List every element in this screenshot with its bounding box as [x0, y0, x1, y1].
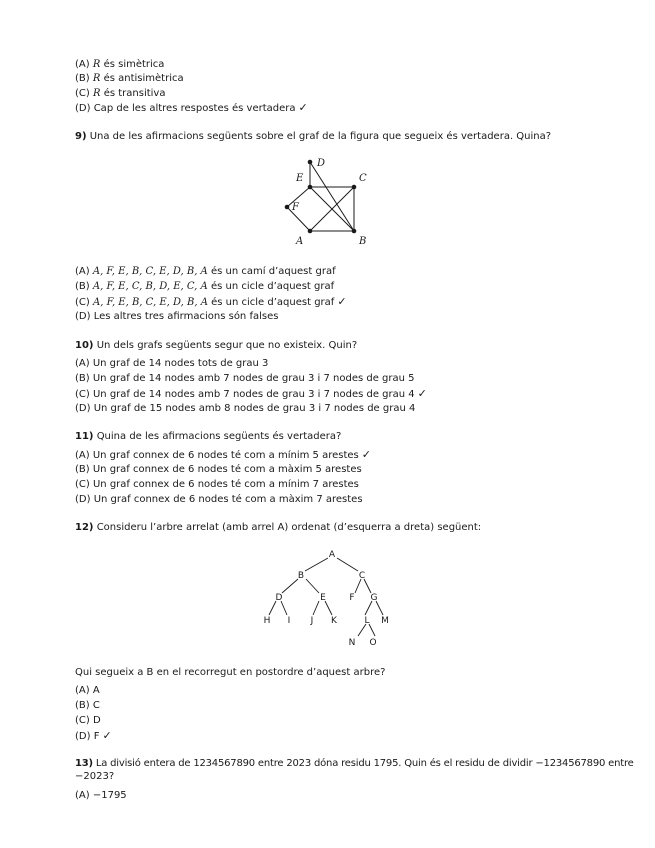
q11-option-d: (D) Un graf connex de 6 nodes té com a màxim 7 arestes [75, 494, 363, 505]
q10-question: 10) Un dels grafs següents segur que no existeix. Quin? [75, 340, 358, 351]
tree-node-a: A [328, 550, 336, 560]
q9-option-a: (A) A, F, E, B, C, E, D, B, A és un camí d’aquest graf [75, 266, 336, 277]
tree-node-n: N [348, 638, 356, 648]
q10-option-b: (B) Un graf de 14 nodes amb 7 nodes de grau 3 i 7 nodes de grau 5 [75, 373, 415, 384]
tree-node-i: I [287, 616, 291, 626]
graph-label-f: F [292, 202, 299, 213]
q13-option-a: (A) −1795 [75, 790, 127, 801]
q9-question: 9) Una de les afirmacions següents sobre el graf de la figura que segueix és vertadera. Quina? [75, 131, 552, 142]
q11-option-b: (B) Un graf connex de 6 nodes té com a màxim 5 arestes [75, 464, 362, 475]
tree-node-c: C [358, 571, 366, 581]
check-mark-icon: ✓ [337, 295, 347, 308]
check-mark-icon: ✓ [298, 101, 308, 114]
q10-option-c: (C) Un graf de 14 nodes amb 7 nodes de grau 3 i 7 nodes de grau 4 ✓ [75, 387, 427, 400]
tree-node-k: K [331, 616, 337, 626]
q8-option-b: (B) R és antisimètrica [75, 73, 184, 84]
tree-node-h: H [263, 616, 271, 626]
check-mark-icon: ✓ [102, 729, 112, 742]
q13-question-cont: −2023? [75, 771, 115, 782]
graph-label-e: E [296, 173, 304, 184]
q11-option-c: (C) Un graf connex de 6 nodes té com a mínim 7 arestes [75, 479, 359, 490]
q9-option-d: (D) Les altres tres afirmacions són falses [75, 311, 279, 322]
graph-label-d: D [317, 158, 326, 169]
q12-option-b: (B) C [75, 700, 100, 711]
tree-node-o: O [369, 638, 377, 648]
q9-graph-figure [275, 150, 385, 250]
tree-node-d: D [275, 593, 283, 603]
q10-option-a: (A) Un graf de 14 nodes tots de grau 3 [75, 358, 269, 369]
q9-option-c: (C) A, F, E, B, C, E, D, B, A és un cicle d’aquest graf ✓ [75, 295, 347, 308]
q11-option-a: (A) Un graf connex de 6 nodes té com a mínim 5 arestes ✓ [75, 448, 371, 461]
tree-node-f: F [349, 593, 355, 603]
tree-node-g: G [370, 593, 378, 603]
q12-question: 12) Consideru l’arbre arrelat (amb arrel A) ordenat (d’esquerra a dreta) següent: [75, 522, 482, 533]
q12-followup: Qui segueix a B en el recorregut en postordre d’aquest arbre? [75, 667, 386, 678]
tree-node-j: J [310, 616, 314, 626]
tree-node-e: E [320, 593, 326, 603]
q8-option-a: (A) R és simètrica [75, 59, 165, 70]
q13-question: 13) La divisió entera de 1234567890 entre 2023 dóna residu 1795. Quin és el residu de dividir −1234567890 entre [75, 758, 634, 769]
q12-tree-figure [255, 545, 405, 650]
q12-option-c: (C) D [75, 715, 101, 726]
graph-label-b: B [359, 236, 367, 247]
q10-option-d: (D) Un graf de 15 nodes amb 8 nodes de grau 3 i 7 nodes de grau 4 [75, 403, 416, 414]
check-mark-icon: ✓ [361, 448, 371, 461]
check-mark-icon: ✓ [417, 387, 427, 400]
tree-node-b: B [297, 571, 305, 581]
q11-question: 11) Quina de les afirmacions següents és vertadera? [75, 431, 342, 442]
graph-label-a: A [296, 236, 304, 247]
q8-option-c: (C) R és transitiva [75, 88, 166, 99]
tree-node-l: L [364, 616, 370, 626]
graph-label-c: C [359, 173, 367, 184]
q12-option-d: (D) F ✓ [75, 729, 112, 742]
q9-option-b: (B) A, F, E, C, B, D, E, C, A és un cicle d’aquest graf [75, 281, 335, 292]
tree-node-m: M [381, 616, 389, 626]
q8-option-d: (D) Cap de les altres respostes és vertadera ✓ [75, 101, 308, 114]
q12-option-a: (A) A [75, 685, 100, 696]
